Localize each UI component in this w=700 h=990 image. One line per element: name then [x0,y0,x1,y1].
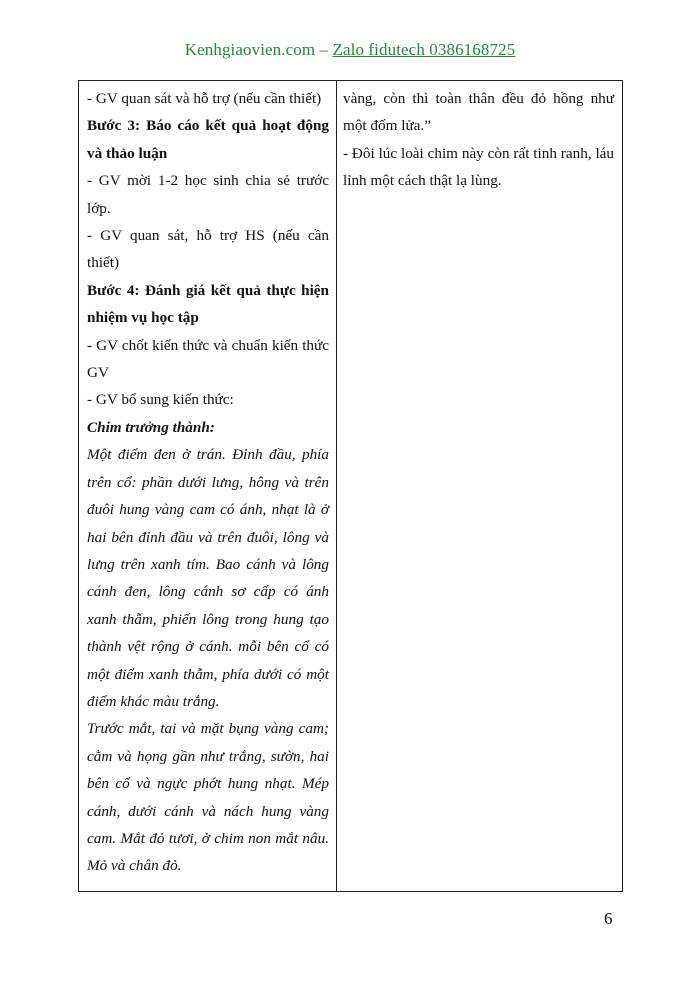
quote-continuation: vàng, còn thì toàn thân đều đỏ hồng như một đốm lửa.” [343,90,614,135]
page-number: 6 [604,909,613,928]
paragraph-observe-hs: - GV quan sát, hỗ trợ HS (nếu cần thiết) [87,227,329,272]
paragraph-observe-support: - GV quan sát và hỗ trợ (nếu cần thiết) [87,90,322,107]
lesson-table [78,80,623,892]
paragraph-conclude-knowledge: - GV chốt kiến thức và chuẩn kiến thức GV [87,336,329,382]
header-separator: – [315,40,333,59]
student-product-column [337,81,622,891]
teacher-activity-column [79,81,337,891]
adult-bird-description-1: Một điểm đen ở trán. Đỉnh đầu, phía trên cổ: phần dưới lưng, hông và trên đuôi hung vàng cam có ánh, nhạt là ở hai bên đỉnh đầu và trên đuôi, lông và lưng trên xanh tím. Bao cánh và lông cánh đen, lông cánh sơ cấp có ánh xanh thẫm, phiến lông trong hung tạo thành vệt rộng ở cánh. mỗi bên cổ có một điểm xanh thẫm, phía dưới có một điểm khác màu trắng. [87,446,329,710]
step-3-heading: Bước 3: Báo cáo kết quả hoạt động và thảo luận [87,117,329,162]
adult-bird-heading: Chim trưởng thành: [87,418,215,436]
paragraph-clever-bird: - Đôi lúc loài chim này còn rất tinh ranh, láu lỉnh một cách thật lạ lùng. [343,144,614,190]
contact-link[interactable]: Zalo fidutech 0386168725 [332,40,516,59]
paragraph-invite-students: - GV mời 1-2 học sinh chia sẻ trước lớp. [87,172,329,217]
adult-bird-description-2: Trước mắt, tai và mặt bụng vàng cam; cằm và họng gần như trắng, sườn, hai bên cổ và ngực phớt hung nhạt. Mép cánh, dưới cánh và nách hung vàng cam. Mắt đỏ tươi, ở chim non mắt nâu. Mỏ và chân đỏ. [87,720,329,875]
paragraph-supplement-knowledge: - GV bổ sung kiến thức: [87,391,234,409]
step-4-heading: Bước 4: Đánh giá kết quả thực hiện nhiệm vụ học tập [87,281,329,327]
page-header [0,40,700,60]
site-link[interactable]: Kenhgiaovien.com [184,40,316,59]
